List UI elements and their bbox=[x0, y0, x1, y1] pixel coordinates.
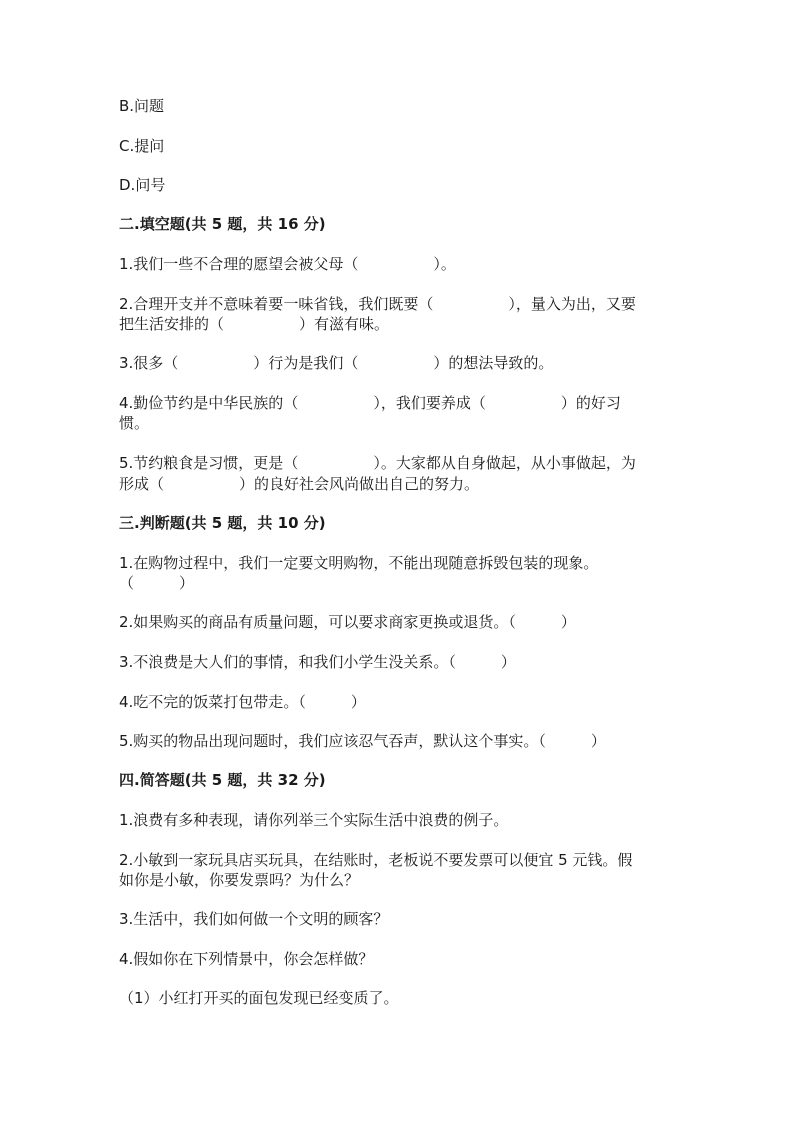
fill-in-question-1: 1.我们一些不合理的愿望会被父母（ ）。 bbox=[119, 255, 456, 273]
short-answer-question-4-sub-1: （1）小红打开买的面包发现已经变质了。 bbox=[119, 989, 399, 1007]
short-answer-question-3: 3.生活中，我们如何做一个文明的顾客？ bbox=[119, 910, 389, 928]
short-answer-question-2-line-2: 如你是小敏，你要发票吗？为什么？ bbox=[119, 871, 360, 889]
section-heading-short-answer: 四.简答题(共 5 题，共 32 分) bbox=[119, 771, 326, 789]
true-false-question-3: 3.不浪费是大人们的事情，和我们小学生没关系。（ ） bbox=[119, 653, 516, 671]
true-false-question-4: 4.吃不完的饭菜打包带走。（ ） bbox=[119, 693, 366, 711]
short-answer-question-4: 4.假如你在下列情景中，你会怎样做？ bbox=[119, 950, 374, 968]
short-answer-question-2-line-1: 2.小敏到一家玩具店买玩具，在结账时，老板说不要发票可以便宜 5 元钱。假 bbox=[119, 851, 633, 869]
option-d: D.问号 bbox=[119, 176, 166, 194]
fill-in-question-3: 3.很多（ ）行为是我们（ ）的想法导致的。 bbox=[119, 354, 554, 372]
fill-in-question-5-line-1: 5.节约粮食是习惯，更是（ ）。大家都从自身做起，从小事做起，为 bbox=[119, 454, 636, 472]
fill-in-question-5-line-2: 形成（ ）的良好社会风尚做出自己的努力。 bbox=[119, 475, 480, 493]
true-false-question-1-line-2: （ ） bbox=[119, 574, 195, 592]
section-heading-true-false: 三.判断题(共 5 题，共 10 分) bbox=[119, 514, 326, 532]
fill-in-question-4-line-1: 4.勤俭节约是中华民族的（ ），我们要养成（ ）的好习 bbox=[119, 394, 621, 412]
section-heading-fill-in: 二.填空题(共 5 题，共 16 分) bbox=[119, 215, 326, 233]
fill-in-question-2-line-2: 把生活安排的（ ）有滋有味。 bbox=[119, 315, 390, 333]
fill-in-question-4-line-2: 惯。 bbox=[119, 414, 150, 432]
option-b: B.问题 bbox=[119, 97, 165, 115]
option-c: C.提问 bbox=[119, 137, 165, 155]
true-false-question-1-line-1: 1.在购物过程中，我们一定要文明购物，不能出现随意拆毁包装的现象。 bbox=[119, 554, 599, 572]
short-answer-question-1: 1.浪费有多种表现，请你列举三个实际生活中浪费的例子。 bbox=[119, 811, 509, 829]
fill-in-question-2-line-1: 2.合理开支并不意味着要一味省钱，我们既要（ ），量入为出，又要 bbox=[119, 295, 636, 313]
true-false-question-2: 2.如果购买的商品有质量问题，可以要求商家更换或退货。（ ） bbox=[119, 613, 576, 631]
true-false-question-5: 5.购买的物品出现问题时，我们应该忍气吞声，默认这个事实。（ ） bbox=[119, 732, 606, 750]
